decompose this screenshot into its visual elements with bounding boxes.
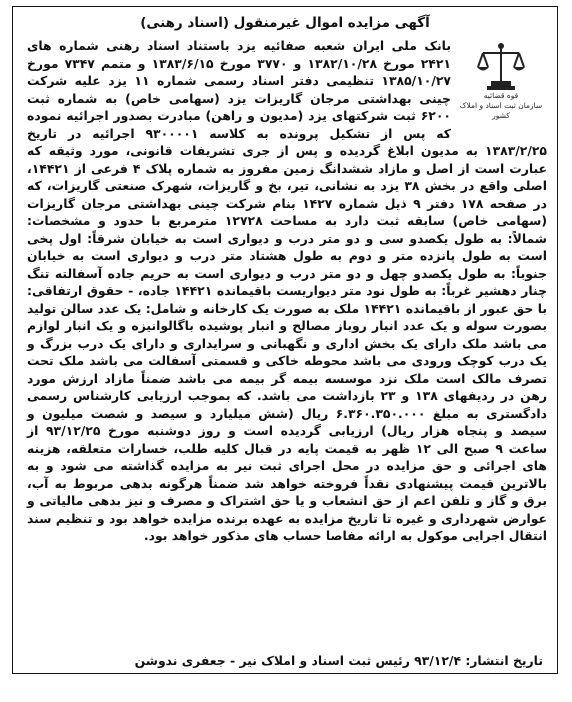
notice-frame	[12, 6, 558, 674]
notice-body-text: بانک ملی ایران شعبه صفائیه یزد باستناد اسناد رهنی شماره های ۲۴۲۱ مورخ ۱۳۸۲/۱۰/۲۸ و ۳۷۷۰ مورخ ۱۳۸۳/۶/۱۵ و متمم ۷۳۴۷ مورخ ۱۳۸۵/۱۰/۲۷ تنظیمی دفتر اسناد رسمی شماره ۱۱ یزد علیه شرکت چینی بهداشتی مرجان گاریزات یزد (سهامی خاص) به شماره ثبت ۶۲۰۰ ثبت شرکتهای یزد (مدیون و راهن) مبادرت بصدور اجرائیه نموده که پس از تشکیل پرونده به کلاسه ۹۳۰۰۰۰۱ اجرائیه در تاریخ ۱۳۸۳/۲/۲۵ به مدیون ابلاغ گردیده و پس از جری تشریفات قانونی، مورد وثیقه که عبارت است از اصل و مازاد ششدانگ زمین مفروز به شماره پلاک ۴ فرعی از ۱۴۴۲۱، اصلی واقع در بخش ۳۸ یزد به نشانی، تیر، بخ و گاریزات، شهرک صنعتی گاریزات، که در صفحه ۱۷۸ دفتر ۹ ذیل شماره ۱۴۲۷ بنام شرکت چینی بهداشتی مرجان گاریزات (سهامی خاص) سابقه ثبت دارد به مساحت ۱۲۷۲۸ مترمربع با حدود و مشخصات: شمالاً: به طول یکصدو سی و دو متر درب و دیواری است به خیابان شرقاً: اول پخی است به طول پانزده متر و دوم به طول هشتاد متر درب و دیواری است به خیابان جنوباً: به طول یکصدو چهل و دو متر درب و دیواری است به حریم جاده آسفالته تنگ چنار دهشیر غرباً: به طول نود متر دیواریست باقیمانده ۱۴۴۲۱ جاده، - حقوق ارتفاقی: با حق عبور از باقیمانده ۱۴۴۲۱ ملک به صورت یک کارخانه و شامل: یک عدد سالن تولید بصورت سوله و یک عدد انبار روباز مصالح و انبار پوشیده باگالوانیزه و یک انبار لوازم می باشد ملک دارای یک بخش اداری و نگهبانی و سرایداری و دارای یک درب بزرگ و یک درب کوچک ورودی می باشد محوطه خاکی و قسمتی آسفالت می باشد ملک تحت تصرف مالک است ملک نزد موسسه بیمه گر بیمه می باشد ضمناً مازاد ارزش مورد رهن در ردیفهای ۱۳۸ و ۲۳ بازداشت می باشد. که بموجب ارزیابی کارشناس رسمی دادگستری به مبلغ ۶.۳۶۰.۳۵۰.۰۰۰ ریال (شش میلیارد و سیصد و شصت میلیون و سیصد و پنجاه هزار ریال) ارزیابی گردیده است و روز دوشنبه مورخ ۹۳/۱۲/۲۵ از ساعت ۹ صبح الی ۱۲ ظهر به قیمت پایه در قبال کلیه طلب، خسارات متعلقه، هزینه های اجرائی و حق مزایده در محل اجرای ثبت نیر به مزایده گذاشته می شود و به بالاترین قیمت پیشنهادی نقداً فروخته خواهد شد ضمناً هرگونه بدهی مربوط به آب، برق و گاز و تلفن اعم از حق انشعاب و یا حق اشتراک و مصرف و نیز بدهی مالیاتی و عوارض شهرداری و غیره تا تاریخ مزایده به عهده برنده مزایده خواهد بود و تنظیم سند انتقال اجرایی موکول به ارائه مفاصا حساب های مذکور خواهد بود.	[27, 38, 548, 543]
notice-footer: تاریخ انتشار: ۹۳/۱۲/۴ رئیس ثبت اسناد و املاک نیر - جعفری ندوشن	[134, 653, 543, 668]
notice-body	[27, 37, 547, 545]
logo-caption-registry: سازمان ثبت اسناد و املاک کشور	[459, 101, 543, 120]
page-margin	[0, 676, 572, 702]
logo-spacer	[451, 37, 547, 127]
logo-caption-judiciary: قوه قضائیه	[483, 91, 519, 100]
notice-title: آگهی مزایده اموال غیرمنقول (اسناد رهنی)	[140, 15, 430, 31]
